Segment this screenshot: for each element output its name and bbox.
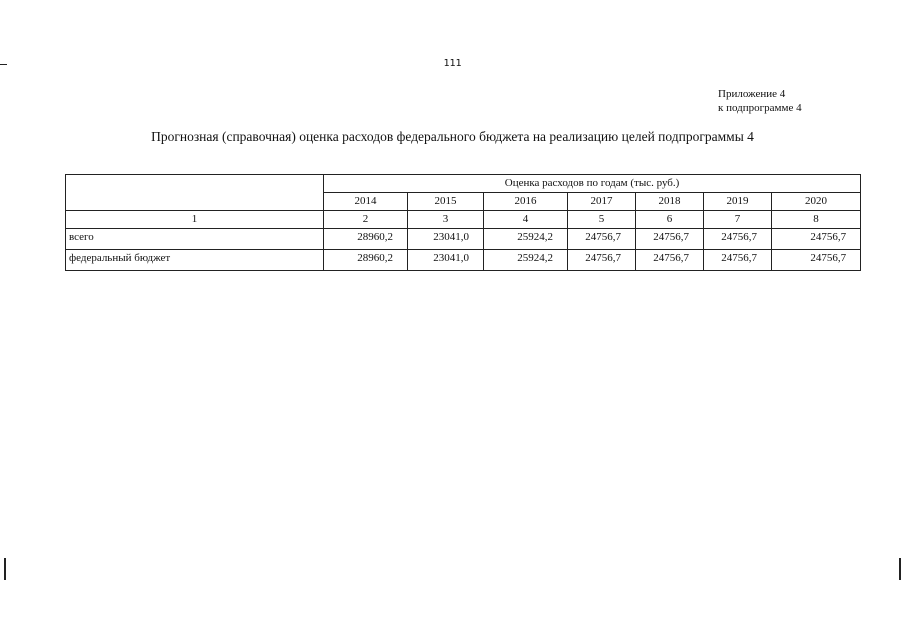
- annex-line-1: Приложение 4: [718, 88, 786, 100]
- value-cell: 25924,2: [484, 229, 568, 250]
- right-binding-mark: [899, 558, 901, 580]
- row-label-cell: федеральный бюджет: [66, 250, 324, 271]
- column-number-cell: 1: [66, 211, 324, 229]
- document-title: Прогнозная (справочная) оценка расходов федерального бюджета на реализацию целей подпрограммы 4: [151, 129, 754, 144]
- year-cell: 2016: [484, 193, 568, 211]
- column-number-cell: 5: [568, 211, 636, 229]
- left-binding-mark: [4, 558, 6, 580]
- page-number: 111: [443, 58, 462, 69]
- header-empty-cell: [66, 175, 324, 211]
- year-cell: 2015: [408, 193, 484, 211]
- value-cell: 23041,0: [408, 229, 484, 250]
- value-cell: 23041,0: [408, 250, 484, 271]
- value-cell: 25924,2: [484, 250, 568, 271]
- value-cell: 24756,7: [704, 229, 772, 250]
- value-cell: 28960,2: [324, 229, 408, 250]
- year-cell: 2018: [636, 193, 704, 211]
- year-cell: 2014: [324, 193, 408, 211]
- annex-line-2: к подпрограмме 4: [718, 102, 802, 114]
- value-cell: 24756,7: [636, 250, 704, 271]
- column-number-row: [66, 211, 861, 229]
- value-cell: 24756,7: [772, 229, 861, 250]
- value-cell: 24756,7: [568, 250, 636, 271]
- expenses-table: [65, 174, 861, 271]
- value-cell: 24756,7: [704, 250, 772, 271]
- year-cell: 2017: [568, 193, 636, 211]
- table-row-federal-budget: [66, 250, 861, 271]
- column-number-cell: 6: [636, 211, 704, 229]
- column-number-cell: 7: [704, 211, 772, 229]
- value-cell: 24756,7: [636, 229, 704, 250]
- column-number-cell: 3: [408, 211, 484, 229]
- column-number-cell: 2: [324, 211, 408, 229]
- header-row-group: [66, 175, 861, 193]
- group-header-cell: Оценка расходов по годам (тыс. руб.): [324, 175, 861, 193]
- value-cell: 24756,7: [772, 250, 861, 271]
- year-cell: 2020: [772, 193, 861, 211]
- value-cell: 24756,7: [568, 229, 636, 250]
- row-label-cell: всего: [66, 229, 324, 250]
- column-number-cell: 8: [772, 211, 861, 229]
- year-cell: 2019: [704, 193, 772, 211]
- column-number-cell: 4: [484, 211, 568, 229]
- value-cell: 28960,2: [324, 250, 408, 271]
- annex-label: [718, 87, 802, 115]
- table-row-total: [66, 229, 861, 250]
